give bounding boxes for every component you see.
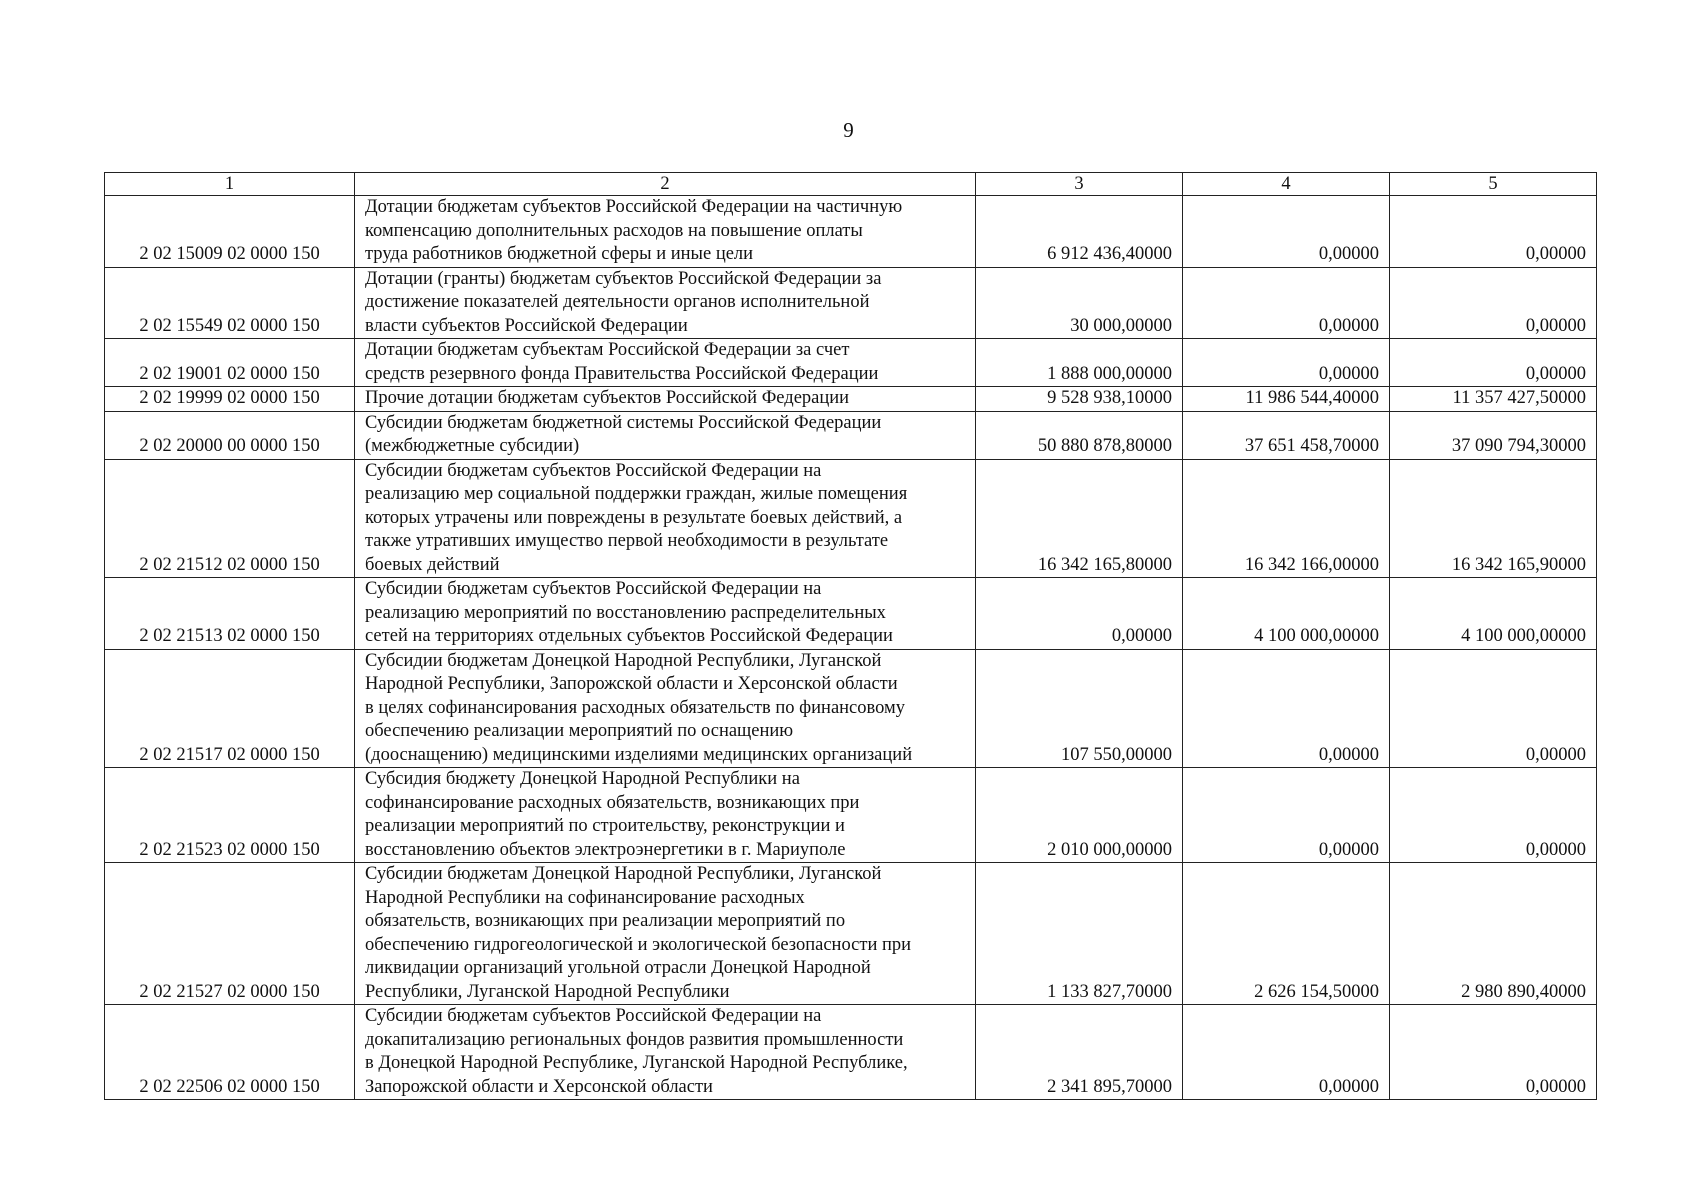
amount-cell-col-5: 11 357 427,50000 (1390, 387, 1597, 412)
budget-code-cell: 2 02 21513 02 0000 150 (105, 578, 355, 650)
description-line: Субсидии бюджетам субъектов Российской Федерации на (365, 1006, 822, 1026)
amount-cell-col-3: 9 528 938,10000 (976, 387, 1183, 412)
table-row (105, 863, 1597, 1005)
table-header (105, 173, 1597, 196)
description-cell (355, 267, 976, 339)
description-line: обеспечению гидрогеологической и экологической безопасности при (365, 934, 912, 955)
amount-cell-col-3: 16 342 165,80000 (976, 459, 1183, 578)
description-line: в целях софинансирования расходных обязательств по финансовому (365, 697, 905, 718)
budget-code-cell: 2 02 15549 02 0000 150 (105, 267, 355, 339)
amount-cell-col-3: 50 880 878,80000 (976, 411, 1183, 459)
amount-cell-col-4: 0,00000 (1183, 196, 1390, 268)
description-cell (355, 578, 976, 650)
budget-code-cell: 2 02 21512 02 0000 150 (105, 459, 355, 578)
description-line: Субсидии бюджетам Донецкой Народной Республики, Луганской (365, 864, 882, 884)
budget-table (104, 172, 1597, 1100)
description-line: Субсидии бюджетам субъектов Российской Федерации на (365, 460, 822, 481)
amount-cell-col-3: 2 010 000,00000 (976, 768, 1183, 863)
amount-cell-col-4: 0,00000 (1183, 649, 1390, 768)
description-line: Субсидии бюджетам субъектов Российской Федерации на (365, 579, 822, 599)
amount-cell-col-5: 4 100 000,00000 (1390, 578, 1597, 650)
amount-cell-col-4: 2 626 154,50000 (1183, 863, 1390, 1005)
amount-cell-col-4: 4 100 000,00000 (1183, 578, 1390, 650)
description-line: Народной Республики на софинансирование расходных (365, 887, 805, 908)
description-line: (межбюджетные субсидии) (365, 436, 580, 456)
budget-code-cell: 2 02 20000 00 0000 150 (105, 411, 355, 459)
column-header-5: 5 (1390, 173, 1597, 196)
table-row (105, 339, 1597, 387)
description-line: реализацию мер социальной поддержки граждан, жилые помещения (365, 484, 908, 504)
description-line: Дотации бюджетам субъектов Российской Федерации на частичную (365, 197, 903, 217)
description-line: средств резервного фонда Правительства Российской Федерации (365, 363, 879, 384)
description-cell (355, 459, 976, 578)
description-line: обязательств, возникающих при реализации мероприятий по (365, 911, 846, 931)
column-header-1: 1 (105, 173, 355, 196)
description-line: Дотации (гранты) бюджетам субъектов Российской Федерации за (365, 268, 882, 289)
column-header-4: 4 (1183, 173, 1390, 196)
budget-code-cell: 2 02 21517 02 0000 150 (105, 649, 355, 768)
amount-cell-col-5: 0,00000 (1390, 768, 1597, 863)
description-cell (355, 768, 976, 863)
description-cell (355, 196, 976, 268)
amount-cell-col-3: 6 912 436,40000 (976, 196, 1183, 268)
table-row (105, 459, 1597, 578)
description-line: (дооснащению) медицинскими изделиями медицинских организаций (365, 744, 913, 765)
header-row (105, 173, 1597, 196)
amount-cell-col-5: 0,00000 (1390, 649, 1597, 768)
amount-cell-col-5: 0,00000 (1390, 196, 1597, 268)
description-line: Субсидия бюджету Донецкой Народной Республики на (365, 769, 800, 789)
amount-cell-col-5: 16 342 165,90000 (1390, 459, 1597, 578)
amount-cell-col-4: 0,00000 (1183, 768, 1390, 863)
amount-cell-col-4: 11 986 544,40000 (1183, 387, 1390, 412)
description-line: достижение показателей деятельности органов исполнительной (365, 292, 870, 312)
table-row (105, 267, 1597, 339)
amount-cell-col-4: 37 651 458,70000 (1183, 411, 1390, 459)
table-row (105, 649, 1597, 768)
description-cell (355, 1005, 976, 1100)
description-line: софинансирование расходных обязательств, возникающих при (365, 792, 860, 813)
description-line: сетей на территориях отдельных субъектов Российской Федерации (365, 626, 893, 646)
amount-cell-col-5: 0,00000 (1390, 267, 1597, 339)
description-line: в Донецкой Народной Республике, Луганской Народной Республике, (365, 1053, 908, 1073)
amount-cell-col-5: 37 090 794,30000 (1390, 411, 1597, 459)
description-line: ликвидации организаций угольной отрасли Донецкой Народной (365, 958, 871, 978)
table-row (105, 1005, 1597, 1100)
description-cell (355, 863, 976, 1005)
amount-cell-col-5: 0,00000 (1390, 1005, 1597, 1100)
table-row (105, 411, 1597, 459)
table-row (105, 196, 1597, 268)
description-line: Прочие дотации бюджетам субъектов Российской Федерации (365, 388, 850, 408)
amount-cell-col-3: 1 888 000,00000 (976, 339, 1183, 387)
amount-cell-col-5: 0,00000 (1390, 339, 1597, 387)
page-number: 9 (843, 118, 854, 142)
table-row (105, 387, 1597, 412)
amount-cell-col-3: 107 550,00000 (976, 649, 1183, 768)
description-line: труда работников бюджетной сферы и иные цели (365, 244, 754, 264)
table-row (105, 768, 1597, 863)
amount-cell-col-4: 0,00000 (1183, 339, 1390, 387)
budget-code-cell: 2 02 21527 02 0000 150 (105, 863, 355, 1005)
budget-code-cell: 2 02 21523 02 0000 150 (105, 768, 355, 863)
description-line: Субсидии бюджетам бюджетной системы Российской Федерации (365, 412, 882, 433)
description-line: власти субъектов Российской Федерации (365, 315, 688, 336)
amount-cell-col-3: 2 341 895,70000 (976, 1005, 1183, 1100)
column-header-2: 2 (355, 173, 976, 196)
description-cell (355, 339, 976, 387)
amount-cell-col-5: 2 980 890,40000 (1390, 863, 1597, 1005)
description-line: реализацию мероприятий по восстановлению распределительных (365, 602, 886, 623)
amount-cell-col-4: 0,00000 (1183, 1005, 1390, 1100)
description-line: Субсидии бюджетам Донецкой Народной Республики, Луганской (365, 650, 882, 671)
description-line: обеспечению реализации мероприятий по оснащению (365, 721, 794, 741)
description-line: компенсацию дополнительных расходов на повышение оплаты (365, 220, 863, 241)
description-cell (355, 411, 976, 459)
description-line: Запорожской области и Херсонской области (365, 1076, 713, 1097)
amount-cell-col-4: 16 342 166,00000 (1183, 459, 1390, 578)
amount-cell-col-3: 0,00000 (976, 578, 1183, 650)
amount-cell-col-3: 30 000,00000 (976, 267, 1183, 339)
budget-code-cell: 2 02 19001 02 0000 150 (105, 339, 355, 387)
budget-code-cell: 2 02 19999 02 0000 150 (105, 387, 355, 412)
description-line: докапитализацию региональных фондов развития промышленности (365, 1029, 904, 1050)
table-row (105, 578, 1597, 650)
budget-code-cell: 2 02 22506 02 0000 150 (105, 1005, 355, 1100)
description-line: также утративших имущество первой необходимости в результате (365, 531, 889, 551)
amount-cell-col-4: 0,00000 (1183, 267, 1390, 339)
description-line: которых утрачены или повреждены в результате боевых действий, а (365, 507, 903, 528)
description-cell (355, 387, 976, 412)
table-body (105, 196, 1597, 1100)
description-line: боевых действий (365, 554, 500, 575)
description-line: Дотации бюджетам субъектам Российской Федерации за счет (365, 340, 850, 360)
description-line: восстановлению объектов электроэнергетики в г. Мариуполе (365, 839, 846, 860)
budget-code-cell: 2 02 15009 02 0000 150 (105, 196, 355, 268)
amount-cell-col-3: 1 133 827,70000 (976, 863, 1183, 1005)
description-cell (355, 649, 976, 768)
description-line: Республики, Луганской Народной Республики (365, 981, 730, 1002)
description-line: реализации мероприятий по строительству, реконструкции и (365, 816, 845, 836)
description-line: Народной Республики, Запорожской области и Херсонской области (365, 674, 898, 694)
column-header-3: 3 (976, 173, 1183, 196)
